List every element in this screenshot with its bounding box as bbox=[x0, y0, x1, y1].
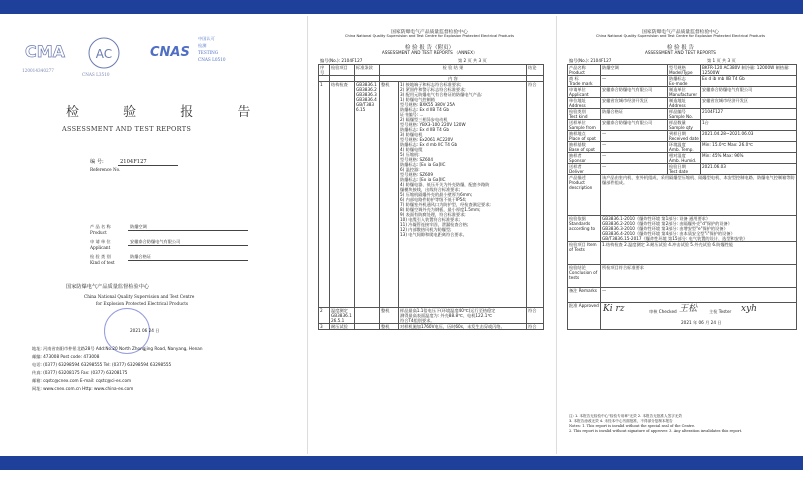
summary-page-of: 第 1 页 共 3 页 bbox=[707, 58, 736, 63]
row-label: 检验日期 Test date bbox=[668, 164, 701, 175]
footer-web: 网址: www.cnex.com.cn Http: www.china-ex.com bbox=[32, 386, 134, 391]
svg-text:CMA: CMA bbox=[24, 42, 66, 61]
row-label: 制造地址 Address bbox=[668, 98, 701, 109]
svg-text:CNAS: CNAS bbox=[150, 45, 190, 60]
table-row bbox=[568, 265, 797, 288]
cnas-en-label: TESTING bbox=[198, 50, 219, 55]
center-name-en2: for Explosion Protected Electrical Products bbox=[96, 301, 189, 306]
checker-signature: 王松 bbox=[679, 304, 698, 314]
result-line: 5) 压缩机: bbox=[400, 152, 420, 157]
result-line: 2) 隔爆型三相异步电动机 bbox=[400, 117, 448, 122]
note-line: 注: 1. 本报告无检验中心"检验专用章"无效 2. 本报告无批准人签字无效 bbox=[569, 414, 682, 418]
result-line: 13) 电气间隙和爬电距离符合要求。 bbox=[400, 232, 467, 237]
row-value: — bbox=[601, 153, 668, 164]
cell-result bbox=[399, 82, 527, 308]
footer-postcode: 邮编: 473008 Post code: 473008 bbox=[32, 354, 100, 359]
result-line: 符合T4组别要求。 bbox=[400, 318, 435, 323]
row-label: 单位地址 Address bbox=[568, 98, 601, 109]
row-label: 样品编号 Sample No. bbox=[668, 109, 701, 120]
cell-conclusion: 符合 bbox=[527, 308, 544, 324]
cell-no: 2 bbox=[319, 308, 330, 324]
result-line: 7) 防爆室外机通风口为防护型，经检查满足要求; bbox=[400, 202, 491, 207]
standard-line: GB/T3836.15-2017《爆炸性环境 第15部分: 电气装置的设计、选型和安装》 bbox=[602, 236, 748, 241]
table-row bbox=[568, 87, 797, 98]
remarks: — bbox=[601, 288, 797, 303]
summary-title-en: ASSESSMENT AND TEST REPORTS bbox=[645, 50, 716, 55]
th-result: 检 验 结 果 bbox=[380, 65, 527, 76]
row-value: — bbox=[601, 164, 668, 175]
row-label: 检验项目 Item of Tests bbox=[568, 242, 601, 265]
footer-email: 邮箱: cqstc@cnex.com E-mail: cqstc@ci-es.com bbox=[32, 378, 132, 383]
cell-clause bbox=[355, 308, 380, 324]
result-line: 防爆标志: [Ex ia Ga]IIC bbox=[400, 162, 446, 167]
table-row bbox=[568, 303, 797, 330]
cma-code: 120014340277 bbox=[22, 68, 54, 73]
annex-org-cn: 国家防爆电气产品质量监督检验中心 bbox=[391, 30, 468, 35]
ref-label-en: Reference No. bbox=[90, 167, 121, 172]
result-line: 型号规格: Ex2061 AC220V bbox=[400, 137, 454, 142]
table-row bbox=[568, 120, 797, 131]
result-line: 型号规格: SZ609 bbox=[400, 172, 434, 177]
field-product-value: 防爆空调 bbox=[130, 224, 147, 229]
result-line: 3) 配用元防爆电气有合格证的防爆电气产品: bbox=[400, 92, 483, 97]
note-line: Notes: 1. This report is invalid without the special seal of the Centre. bbox=[569, 424, 696, 428]
row-label: 批准 Approved bbox=[568, 303, 601, 330]
cell-unit: 整机 bbox=[380, 308, 399, 324]
table-row bbox=[568, 65, 797, 76]
approver-signature: Ki rz bbox=[603, 304, 625, 314]
result-line: 防爆标志: [Ex ia Ga]IIC bbox=[400, 177, 446, 182]
row-value: 安徽泰合防爆电气有限公司 bbox=[701, 87, 797, 98]
summary-report-no: 编号(No.): 2104F127 bbox=[569, 58, 612, 63]
report-summary-page bbox=[556, 16, 803, 454]
table-row bbox=[568, 242, 797, 265]
result-line: 1) 防爆电气控制箱 bbox=[400, 97, 435, 102]
table-row bbox=[319, 308, 544, 324]
th-content: 内 容 bbox=[380, 76, 527, 82]
top-blue-band bbox=[0, 0, 803, 14]
table-row bbox=[568, 142, 797, 153]
row-value: — bbox=[601, 142, 668, 153]
ref-label-cn: 编 号: bbox=[90, 159, 104, 165]
row-value: 安徽省宣城市经济开发区 bbox=[601, 98, 668, 109]
cell-item: 结构检查 bbox=[330, 82, 355, 308]
table-row bbox=[568, 153, 797, 164]
row-value: 1台 bbox=[701, 120, 797, 131]
standards-list bbox=[601, 216, 797, 242]
th-conclusion: 结论 bbox=[527, 65, 544, 76]
row-label: 检验结论 Conclusion of tests bbox=[568, 265, 601, 288]
result-line: 防爆标志: Ex d IIB T4 Gb bbox=[400, 127, 450, 132]
footer-fax: 传真: (0377) 63208175 Fax: (0377) 63208175 bbox=[32, 370, 128, 375]
summary-org-cn: 国家防爆电气产品质量监督检验中心 bbox=[642, 30, 719, 35]
row-value: — bbox=[601, 76, 668, 87]
row-value: Ex d ib mb IIB T4 Gb bbox=[701, 76, 797, 87]
table-row bbox=[568, 175, 797, 216]
table-row bbox=[568, 76, 797, 87]
annex-title-cn: 检 验 报 告（附页） bbox=[404, 45, 455, 51]
row-value: 2021.04.28~2021.06.03 bbox=[701, 131, 797, 142]
table-row bbox=[568, 216, 797, 242]
result-line: 对样机施加1760V电压，历时60s，未发生击穿或闪络。 bbox=[400, 324, 505, 329]
row-label: 检验依据 Standards according to bbox=[568, 216, 601, 242]
table-row bbox=[319, 82, 544, 308]
table-row bbox=[568, 288, 797, 303]
annex-report-no: 编号(No.): 2104F127 bbox=[320, 58, 363, 63]
footer-tel: 电话: (0377) 63298594 63298555 Tel: (0377) 63298594 63298555 bbox=[32, 362, 172, 367]
cell-item: 耐压试验 bbox=[330, 324, 355, 330]
note-line: 3. 本报告涂改无效 4. 未经本中心书面批准，不得部分复制本报告 bbox=[569, 419, 673, 423]
row-value: 安徽省宣城市经济开发区 bbox=[701, 98, 797, 109]
th-clause: 标准条款 bbox=[355, 65, 380, 76]
row-label: 送样者 Deliver bbox=[568, 164, 601, 175]
field-kind-label: 检 验 类 别 bbox=[90, 254, 111, 259]
result-line: 型号规格: YBX3-100 220V 120W bbox=[400, 122, 466, 127]
row-label: 样品数量 Sample qty bbox=[668, 120, 701, 131]
tester-label: 主检 Tester bbox=[709, 309, 732, 314]
field-kind-en: Kind of test bbox=[90, 260, 115, 265]
cnas-sub-label: 检测 bbox=[198, 43, 207, 48]
row-label: 抽样者 Sponsor bbox=[568, 153, 601, 164]
ac-mra-logo bbox=[82, 36, 122, 77]
row-value: 2021.06.03 bbox=[701, 164, 797, 175]
table-row bbox=[568, 164, 797, 175]
cell-result bbox=[399, 324, 527, 330]
standard-line: GB3836.3-2010《爆炸性环境 第3部分: 由增安型"e"保护的设备》 bbox=[602, 226, 728, 231]
cnas-cn-label: 中国认可 bbox=[198, 36, 215, 41]
row-value: 安徽泰合防爆电气有限公司 bbox=[601, 87, 668, 98]
ref-underline bbox=[118, 165, 178, 166]
tester-signature: xyh bbox=[741, 304, 757, 314]
row-label: 产品名称 Product bbox=[568, 65, 601, 76]
table-row bbox=[568, 131, 797, 142]
cell-result bbox=[399, 308, 527, 324]
cell-conclusion: 符合 bbox=[527, 82, 544, 308]
result-line: 9) 表面有防腐处理，符合标准要求; bbox=[400, 212, 466, 217]
test-conclusion: 所检项目符合标准要求 bbox=[601, 265, 797, 288]
cover-date: 2021 06 24 日 bbox=[130, 328, 160, 333]
standard-line: GB3836.4-2010《爆炸性环境 第4部分: 由本质安全型"i"保护的设备》 bbox=[602, 231, 735, 236]
row-label: 型号规格 Model/Type bbox=[668, 65, 701, 76]
result-line: 2) 紧固件和警示标志符合标准要求; bbox=[400, 87, 466, 92]
result-line: 防爆标志: Ex d IIB T4 Gb bbox=[400, 107, 450, 112]
standard-line: GB3836.2-2010《爆炸性环境 第2部分: 由隔爆外壳"d"保护的设备》 bbox=[602, 221, 732, 226]
bottom-blue-band bbox=[0, 456, 803, 470]
row-label: 检验类别 Test kind bbox=[568, 109, 601, 120]
result-line: 8) 防爆空调外壳为钢板，最小厚度1.5mm; bbox=[400, 207, 481, 212]
summary-info-table bbox=[567, 64, 797, 330]
result-line: 爆模块接线，出线符合标准要求; bbox=[400, 187, 461, 192]
result-line: 测得最高表面温度为: 外壳88.8℃、电机122.1℃ bbox=[400, 313, 493, 318]
footer-address: 地址: 河南省南阳市仲景北路28号 Add:No.20 North Zhongjing Road, Nanyang, Henan bbox=[32, 346, 203, 351]
table-row bbox=[568, 98, 797, 109]
field-underline bbox=[128, 230, 248, 231]
cnas-no-label: CNAS L0510 bbox=[198, 57, 226, 62]
cell-item: 温度测定 GB3836.1 26.5.1 bbox=[330, 308, 355, 324]
annex-page-of: 第 2 页 共 3 页 bbox=[458, 58, 487, 63]
result-line: 4) 防爆电缆 bbox=[400, 147, 423, 152]
row-value: Min: 45% Max: 96% bbox=[701, 153, 797, 164]
result-line: 样品最高1.1倍电压下(环境温度40℃)运行至热稳定 bbox=[400, 308, 496, 313]
th-no: 序号 bbox=[319, 65, 330, 76]
row-label: 防爆标志 Ex-mode bbox=[668, 76, 701, 87]
result-line: 5) 压缩机隔爆外壳的最小壁厚为6mm; bbox=[400, 192, 473, 197]
table-row bbox=[319, 324, 544, 330]
cell-clause bbox=[355, 324, 380, 330]
row-value: — bbox=[601, 131, 668, 142]
row-label: 相对湿度 Amb. Humid. bbox=[668, 153, 701, 164]
test-items: 1.结构检查 2.温度测定 3.耐压试验 4.冲击试验 5.外壳试验 6.防爆性能 bbox=[601, 242, 797, 265]
cover-title-cn: 检 验 报 告 bbox=[66, 105, 271, 120]
summary-org-en: China National Quality Supervision and Test Centre for Explosion Protected Electrical Products bbox=[596, 34, 765, 38]
row-value: 安徽泰合防爆电气有限公司 bbox=[601, 120, 668, 131]
standard-line: GB3836.1-2010《爆炸性环境 第1部分: 设备 通用要求》 bbox=[602, 216, 711, 221]
result-line: 型号规格: BXK55 380V 25A bbox=[400, 102, 456, 107]
result-line: 6) 温控器: bbox=[400, 167, 420, 172]
cell-conclusion: 符合 bbox=[527, 324, 544, 330]
checked-label: 审核 Checked bbox=[649, 309, 677, 314]
result-line: 1) 接地端子和标志符合标准要求; bbox=[400, 82, 462, 87]
result-line: 防爆标志: Ex d mb IIC T4 Gb bbox=[400, 142, 458, 147]
result-line: 型号规格: SZ604 bbox=[400, 157, 434, 162]
report-cover-page bbox=[0, 16, 300, 454]
ac-code: CNAS L3510 bbox=[82, 72, 110, 77]
field-product-en: Product bbox=[90, 230, 107, 235]
result-line: 11) 冷凝管连接牢固，泄漏检查合格; bbox=[400, 222, 469, 227]
row-label: 制造单位 Manufacturer bbox=[668, 87, 701, 98]
cell-unit: 整机 bbox=[380, 82, 399, 308]
field-applicant-value: 安徽泰合防爆电气有限公司 bbox=[130, 239, 181, 244]
annex-title-en: ASSESSMENT AND TEST REPORTS （ANNEX） bbox=[381, 50, 478, 55]
svg-text:AC: AC bbox=[95, 47, 113, 61]
cma-logo bbox=[22, 39, 68, 73]
row-label: 环境温度 Amb. Temp. bbox=[668, 142, 701, 153]
field-kind-value: 防爆合格证 bbox=[130, 254, 151, 259]
note-line: 2. This report is invalid without signature of approver. 3. Any alteration invalidates this report. bbox=[569, 429, 743, 433]
product-description: 该产品由室内机、室外机组成，采用隔爆型压缩机、隔爆型电机、本安型控制电路、防爆电气控制箱等防爆部件组成。 bbox=[601, 175, 797, 216]
field-applicant-label: 申 请 单 位 bbox=[90, 239, 111, 244]
row-label: 抽样基数 Base of spot bbox=[568, 142, 601, 153]
cnas-logo bbox=[150, 38, 194, 64]
center-name-en1: China National Quality Supervision and Test Centre bbox=[84, 294, 195, 299]
report-annex-page bbox=[307, 16, 551, 454]
sign-date: 2021 年 06 月 24 日 bbox=[681, 320, 722, 325]
cell-no: 3 bbox=[319, 324, 330, 330]
row-value: BKFR-120 AC380V 制冷量: 12000W 制热量: 12500W bbox=[701, 65, 797, 76]
annex-results-table bbox=[318, 64, 544, 330]
cell-clause: GB3836.1 GB3836.2 GB3836.3 GB3836.4 GB/T3836.15 bbox=[355, 82, 380, 308]
row-label: 抽样地点 Place of spot bbox=[568, 131, 601, 142]
cell-no: 1 bbox=[319, 82, 330, 308]
annex-org-en: China National Quality Supervision and Test Centre for Explosion Protected Electrical Products bbox=[345, 34, 514, 38]
row-label: 到样日期 Received date bbox=[669, 131, 699, 141]
row-label: 产品描述 Product description bbox=[568, 175, 601, 216]
result-line: 4) 防爆电器、低压开关为外壳防爆，配套多路防 bbox=[400, 182, 490, 187]
row-value: 防爆空调 bbox=[601, 65, 668, 76]
row-label: 申请单位 Applicant bbox=[568, 87, 601, 98]
result-line: 3) 防爆电机 bbox=[400, 132, 423, 137]
row-label: 备注 Remarks bbox=[568, 288, 601, 303]
center-name-cn: 国家防爆电气产品质量监督检验中心 bbox=[66, 284, 150, 290]
row-value: 防爆合格证 bbox=[601, 109, 668, 120]
field-underline bbox=[128, 245, 248, 246]
field-applicant-en: Applicant bbox=[90, 245, 111, 250]
ref-value: 2104F127 bbox=[120, 159, 147, 165]
result-line: 证书编号: ... bbox=[400, 112, 424, 117]
result-line: 12) 内部散热风机为防爆型; bbox=[400, 227, 452, 232]
field-underline bbox=[128, 260, 248, 261]
summary-title-cn: 检 验 报 告 bbox=[666, 45, 695, 51]
row-label: 送样单位 Sample from bbox=[568, 120, 601, 131]
result-line: 10) 电缆引入装置符合标准要求; bbox=[400, 217, 460, 222]
field-product-label: 产 品 名 称 bbox=[90, 224, 111, 229]
table-header-row bbox=[319, 65, 544, 76]
cover-title-en: ASSESSMENT AND TEST REPORTS bbox=[62, 125, 192, 133]
result-line: 6) 内部电路件防护等级不低于IP54; bbox=[400, 197, 467, 202]
table-row bbox=[568, 109, 797, 120]
row-label: 商 标 Trade mark bbox=[568, 76, 601, 87]
signature-row bbox=[601, 303, 797, 330]
th-item: 检验项目 bbox=[330, 65, 355, 76]
cell-unit: 整机 bbox=[380, 324, 399, 330]
row-value: 2104F127 bbox=[701, 109, 797, 120]
row-value: Min: 15.0℃ Max: 26.0℃ bbox=[701, 142, 797, 153]
